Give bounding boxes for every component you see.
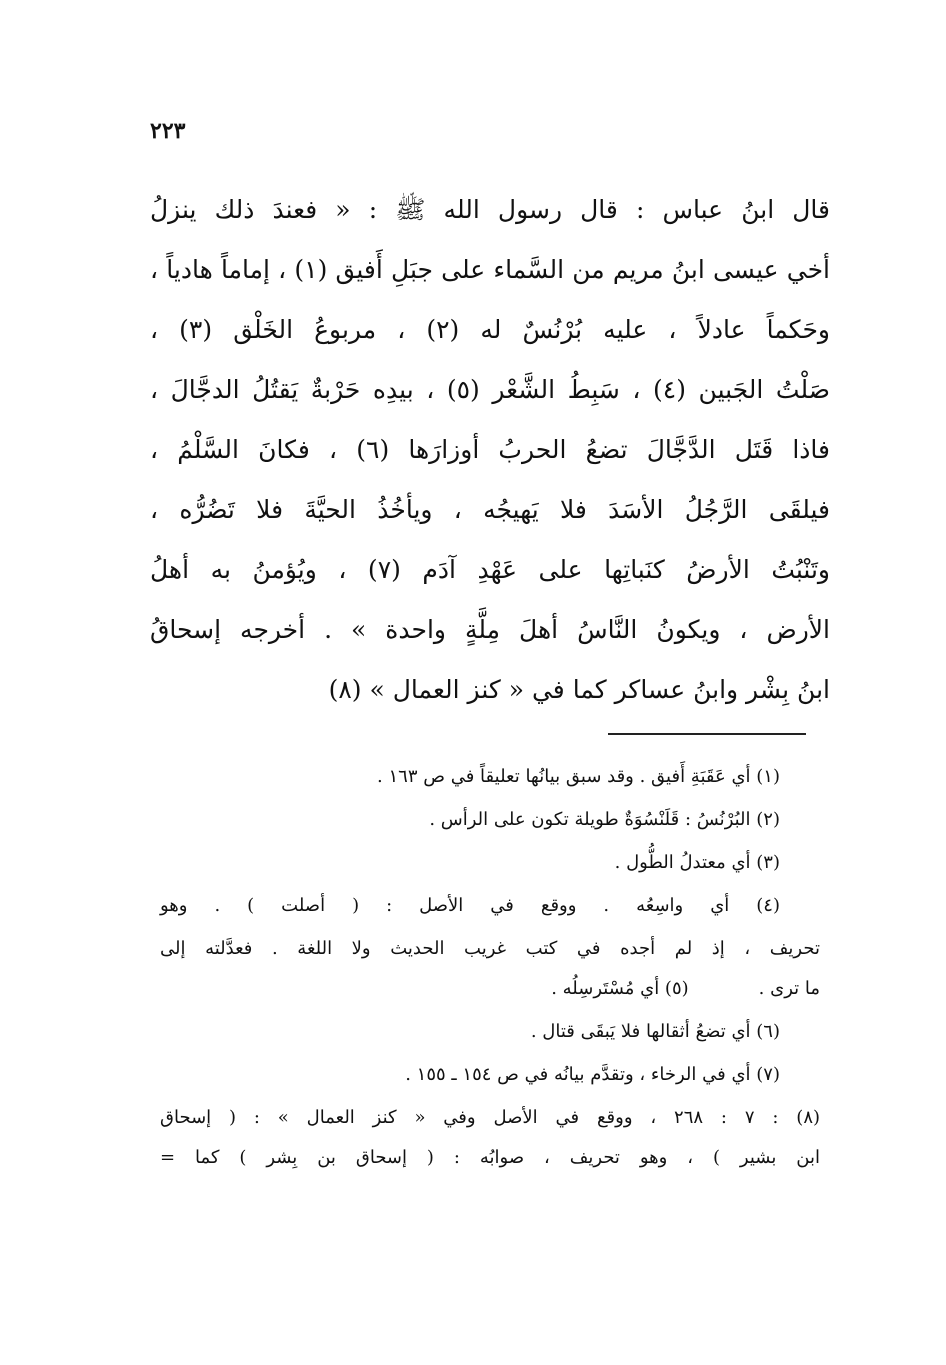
main-text-line: الأرض ، ويكونُ النَّاسُ أهلَ مِلَّةٍ واحدة » . أخرجه إسحاقُ — [150, 615, 830, 644]
footnote-1: (١) أي عَقَبَةِ أَفيق . وقد سبق بيانُها تعليقاً في ص ١٦٣ . — [377, 766, 780, 787]
main-text-line: أخي عيسى ابنُ مريم من السَّماء على جبَلِ أَفيق (١) ، إماماً هادياً ، — [150, 255, 830, 284]
main-text-line: وتَنْبُتُ الأرضُ كنَباتِها على عَهْدِ آدَم (٧) ، ويُؤمنُ به أهلُ — [150, 555, 830, 584]
main-text-line: ابنُ بِشْر وابنُ عساكر كما في « كنز العمال » (٨) — [328, 675, 830, 704]
footnote-7: (٧) أي في الرخاء ، وتقدَّم بيانُه في ص ١٥٤ ـ ١٥٥ . — [405, 1064, 780, 1085]
footnote-5: (٥) أي مُسْتَرسِلُه . — [551, 978, 689, 999]
main-text — [150, 188, 830, 728]
footnote-8: (٨) : ٧ : ٢٦٨ ، ووقع في الأصل وفي « كنز العمال » : ( إسحاق — [160, 1107, 821, 1128]
main-text-line: فاذا قَتَل الدَّجَّالَ تضعُ الحربُ أوزارَها (٦) ، فكانَ السَّلْمُ ، — [150, 435, 830, 464]
main-text-line: صَلْتُ الجَبين (٤) ، سَبِطُ الشَّعْر (٥) ، بيدِه حَرْبةٌ يَقتُلُ الدجَّالَ ، — [150, 375, 830, 404]
footnote-divider — [608, 733, 806, 735]
page-number: ٢٢٣ — [150, 118, 186, 144]
footnote-6: (٦) أي تضعُ أثقالها فلا يَبقَى قتال . — [530, 1021, 780, 1042]
footnote-4-5-line — [160, 972, 820, 1015]
footnote-4-continued: تحريف ، إذ لم أجده في كتب غريب الحديث ولا اللغة . فعدَّلته إلى — [160, 938, 820, 959]
footnote-2: (٢) البُرْنُسُ : قَلَنْسُوَةٌ طويلة تكون على الرأس . — [429, 809, 780, 830]
footnote-4: (٤) أي واسِعُه . ووقع في الأصل : ( أصلت ) . وهو — [160, 895, 780, 916]
main-text-line: فيلقَى الرَّجُلُ الأسَدَ فلا يَهيجُه ، ويأخُذُ الحيَّةَ فلا تَضُرُّه ، — [150, 495, 830, 524]
footnote-4-end: ما ترى . — [758, 978, 820, 999]
main-text-line: قال ابنُ عباس : قال رسول الله ﷺ : « فعندَ ذلك ينزلُ — [150, 195, 830, 224]
footnote-3: (٣) أي معتدلُ الطُّول . — [614, 852, 780, 873]
main-text-line: وحَكماً عادلاً ، عليه بُرْنُسٌ له (٢) ، مربوعُ الخَلْق (٣) ، — [150, 315, 830, 344]
footnotes — [160, 760, 820, 1184]
footnote-8-continued: ابن بشير ) ، وهو تحريف ، صوابُه : ( إسحاق بن بِشر ) كما = — [160, 1147, 820, 1168]
